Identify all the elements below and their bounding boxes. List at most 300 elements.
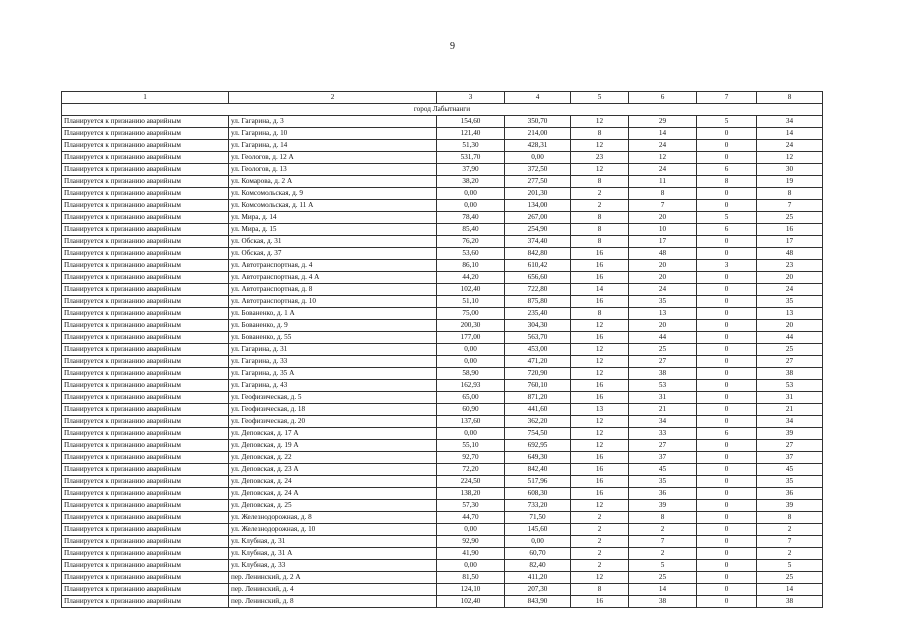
value-cell: 2	[571, 512, 629, 524]
value-cell: 14	[757, 128, 823, 140]
value-cell: 563,70	[505, 332, 571, 344]
value-cell: 81,50	[437, 572, 505, 584]
table-row	[62, 320, 823, 332]
value-cell: 754,50	[505, 428, 571, 440]
address-cell: пер. Ленинский, д. 2 А	[229, 572, 437, 584]
table-row	[62, 164, 823, 176]
value-cell: 0	[697, 584, 757, 596]
value-cell: 12	[629, 152, 697, 164]
value-cell: 656,60	[505, 272, 571, 284]
value-cell: 13	[571, 404, 629, 416]
value-cell: 2	[571, 536, 629, 548]
status-cell: Планируется к признанию аварийным	[62, 188, 229, 200]
value-cell: 0	[697, 344, 757, 356]
value-cell: 8	[757, 512, 823, 524]
value-cell: 55,10	[437, 440, 505, 452]
table-row	[62, 224, 823, 236]
status-cell: Планируется к признанию аварийным	[62, 500, 229, 512]
value-cell: 0	[697, 128, 757, 140]
value-cell: 14	[629, 128, 697, 140]
status-cell: Планируется к признанию аварийным	[62, 200, 229, 212]
status-cell: Планируется к признанию аварийным	[62, 176, 229, 188]
value-cell: 12	[571, 116, 629, 128]
table-row	[62, 272, 823, 284]
value-cell: 207,30	[505, 584, 571, 596]
value-cell: 37	[757, 452, 823, 464]
address-cell: ул. Железнодорожная, д. 10	[229, 524, 437, 536]
value-cell: 48	[629, 248, 697, 260]
value-cell: 0,00	[437, 560, 505, 572]
value-cell: 692,95	[505, 440, 571, 452]
value-cell: 0	[697, 452, 757, 464]
status-cell: Планируется к признанию аварийным	[62, 260, 229, 272]
value-cell: 35	[757, 476, 823, 488]
value-cell: 38	[629, 368, 697, 380]
value-cell: 12	[571, 440, 629, 452]
address-cell: ул. Геофизическая, д. 18	[229, 404, 437, 416]
value-cell: 428,31	[505, 140, 571, 152]
value-cell: 649,30	[505, 452, 571, 464]
status-cell: Планируется к признанию аварийным	[62, 380, 229, 392]
value-cell: 44,20	[437, 272, 505, 284]
value-cell: 0	[697, 380, 757, 392]
status-cell: Планируется к признанию аварийным	[62, 152, 229, 164]
value-cell: 0,00	[437, 356, 505, 368]
value-cell: 20	[629, 260, 697, 272]
value-cell: 14	[629, 584, 697, 596]
value-cell: 0	[697, 548, 757, 560]
value-cell: 6	[697, 164, 757, 176]
value-cell: 27	[629, 440, 697, 452]
table-row	[62, 212, 823, 224]
status-cell: Планируется к признанию аварийным	[62, 236, 229, 248]
address-cell: ул. Гагарина, д. 10	[229, 128, 437, 140]
value-cell: 2	[757, 524, 823, 536]
status-cell: Планируется к признанию аварийным	[62, 308, 229, 320]
value-cell: 0	[697, 524, 757, 536]
address-cell: ул. Геофизическая, д. 20	[229, 416, 437, 428]
value-cell: 0	[697, 188, 757, 200]
value-cell: 78,40	[437, 212, 505, 224]
value-cell: 39	[757, 500, 823, 512]
address-cell: ул. Клубная, д. 31	[229, 536, 437, 548]
table-row	[62, 188, 823, 200]
value-cell: 12	[571, 500, 629, 512]
value-cell: 200,30	[437, 320, 505, 332]
value-cell: 411,20	[505, 572, 571, 584]
value-cell: 35	[629, 296, 697, 308]
value-cell: 0	[697, 284, 757, 296]
value-cell: 7	[757, 536, 823, 548]
value-cell: 134,00	[505, 200, 571, 212]
value-cell: 350,70	[505, 116, 571, 128]
value-cell: 0	[697, 236, 757, 248]
value-cell: 267,00	[505, 212, 571, 224]
status-cell: Планируется к признанию аварийным	[62, 128, 229, 140]
value-cell: 7	[629, 200, 697, 212]
value-cell: 24	[629, 164, 697, 176]
value-cell: 214,00	[505, 128, 571, 140]
status-cell: Планируется к признанию аварийным	[62, 536, 229, 548]
address-cell: ул. Деповская, д. 22	[229, 452, 437, 464]
address-cell: ул. Обская, д. 37	[229, 248, 437, 260]
value-cell: 30	[757, 164, 823, 176]
value-cell: 453,00	[505, 344, 571, 356]
address-cell: ул. Гагарина, д. 3	[229, 116, 437, 128]
value-cell: 20	[757, 320, 823, 332]
value-cell: 0	[697, 248, 757, 260]
value-cell: 6	[697, 428, 757, 440]
value-cell: 871,20	[505, 392, 571, 404]
value-cell: 2	[571, 548, 629, 560]
value-cell: 0	[697, 332, 757, 344]
table-row	[62, 392, 823, 404]
value-cell: 85,40	[437, 224, 505, 236]
table-row	[62, 356, 823, 368]
value-cell: 72,20	[437, 464, 505, 476]
address-cell: ул. Обская, д. 31	[229, 236, 437, 248]
value-cell: 37,90	[437, 164, 505, 176]
status-cell: Планируется к признанию аварийным	[62, 548, 229, 560]
status-cell: Планируется к признанию аварийным	[62, 212, 229, 224]
value-cell: 92,70	[437, 452, 505, 464]
value-cell: 372,50	[505, 164, 571, 176]
value-cell: 27	[757, 440, 823, 452]
table-row	[62, 452, 823, 464]
value-cell: 0,00	[505, 536, 571, 548]
table-row	[62, 596, 823, 608]
table-row	[62, 176, 823, 188]
value-cell: 27	[629, 356, 697, 368]
value-cell: 16	[571, 296, 629, 308]
value-cell: 23	[757, 260, 823, 272]
value-cell: 25	[757, 344, 823, 356]
value-cell: 0	[697, 440, 757, 452]
value-cell: 38	[757, 596, 823, 608]
value-cell: 201,30	[505, 188, 571, 200]
address-cell: ул. Мира, д. 14	[229, 212, 437, 224]
value-cell: 34	[757, 116, 823, 128]
value-cell: 5	[697, 116, 757, 128]
column-header: 7	[697, 92, 757, 104]
value-cell: 24	[757, 284, 823, 296]
value-cell: 8	[571, 176, 629, 188]
address-cell: ул. Геофизическая, д. 5	[229, 392, 437, 404]
value-cell: 12	[757, 152, 823, 164]
status-cell: Планируется к признанию аварийным	[62, 224, 229, 236]
column-header: 1	[62, 92, 229, 104]
value-cell: 92,90	[437, 536, 505, 548]
address-cell: ул. Гагарина, д. 14	[229, 140, 437, 152]
value-cell: 60,90	[437, 404, 505, 416]
value-cell: 362,20	[505, 416, 571, 428]
value-cell: 0	[697, 320, 757, 332]
value-cell: 86,10	[437, 260, 505, 272]
status-cell: Планируется к признанию аварийным	[62, 596, 229, 608]
value-cell: 14	[571, 284, 629, 296]
value-cell: 842,40	[505, 464, 571, 476]
table-row	[62, 248, 823, 260]
address-cell: ул. Комсомольская, д. 11 А	[229, 200, 437, 212]
address-cell: ул. Деповская, д. 25	[229, 500, 437, 512]
address-cell: пер. Ленинский, д. 8	[229, 596, 437, 608]
value-cell: 17	[629, 236, 697, 248]
value-cell: 374,40	[505, 236, 571, 248]
status-cell: Планируется к признанию аварийным	[62, 584, 229, 596]
value-cell: 0	[697, 512, 757, 524]
value-cell: 304,30	[505, 320, 571, 332]
status-cell: Планируется к признанию аварийным	[62, 332, 229, 344]
table-row	[62, 284, 823, 296]
table-row	[62, 236, 823, 248]
address-cell: ул. Деповская, д. 17 А	[229, 428, 437, 440]
value-cell: 24	[629, 140, 697, 152]
status-cell: Планируется к признанию аварийным	[62, 416, 229, 428]
value-cell: 7	[757, 200, 823, 212]
value-cell: 53,60	[437, 248, 505, 260]
value-cell: 25	[629, 344, 697, 356]
value-cell: 5	[757, 560, 823, 572]
value-cell: 37	[629, 452, 697, 464]
value-cell: 531,70	[437, 152, 505, 164]
value-cell: 8	[571, 584, 629, 596]
city-name: город Лабытнанги	[62, 104, 823, 116]
value-cell: 2	[571, 200, 629, 212]
value-cell: 0	[697, 560, 757, 572]
value-cell: 842,80	[505, 248, 571, 260]
value-cell: 25	[757, 212, 823, 224]
page-number: 9	[450, 41, 455, 52]
value-cell: 0	[697, 500, 757, 512]
address-cell: ул. Геологов, д. 13	[229, 164, 437, 176]
value-cell: 8	[757, 188, 823, 200]
value-cell: 24	[757, 140, 823, 152]
address-cell: ул. Гагарина, д. 33	[229, 356, 437, 368]
value-cell: 38,20	[437, 176, 505, 188]
value-cell: 0,00	[437, 524, 505, 536]
table-row	[62, 368, 823, 380]
status-cell: Планируется к признанию аварийным	[62, 164, 229, 176]
value-cell: 0,00	[437, 200, 505, 212]
value-cell: 60,70	[505, 548, 571, 560]
value-cell: 608,30	[505, 488, 571, 500]
value-cell: 16	[571, 452, 629, 464]
value-cell: 19	[757, 176, 823, 188]
value-cell: 12	[571, 344, 629, 356]
column-header: 2	[229, 92, 437, 104]
value-cell: 733,20	[505, 500, 571, 512]
value-cell: 48	[757, 248, 823, 260]
value-cell: 121,40	[437, 128, 505, 140]
table-body	[62, 92, 823, 608]
table-row	[62, 476, 823, 488]
value-cell: 517,96	[505, 476, 571, 488]
address-cell: ул. Комарова, д. 2 А	[229, 176, 437, 188]
value-cell: 2	[571, 188, 629, 200]
status-cell: Планируется к признанию аварийным	[62, 476, 229, 488]
value-cell: 0	[697, 536, 757, 548]
city-row	[62, 104, 823, 116]
value-cell: 35	[629, 476, 697, 488]
value-cell: 0	[697, 272, 757, 284]
address-cell: ул. Деповская, д. 24	[229, 476, 437, 488]
value-cell: 8	[629, 512, 697, 524]
value-cell: 38	[629, 596, 697, 608]
value-cell: 3	[697, 260, 757, 272]
value-cell: 53	[629, 380, 697, 392]
value-cell: 16	[571, 488, 629, 500]
value-cell: 14	[757, 584, 823, 596]
address-cell: ул. Мира, д. 15	[229, 224, 437, 236]
column-header: 6	[629, 92, 697, 104]
table-row	[62, 260, 823, 272]
value-cell: 0	[697, 404, 757, 416]
value-cell: 235,40	[505, 308, 571, 320]
value-cell: 610,42	[505, 260, 571, 272]
value-cell: 35	[757, 296, 823, 308]
value-cell: 11	[629, 176, 697, 188]
table-row	[62, 536, 823, 548]
table-row	[62, 416, 823, 428]
value-cell: 24	[629, 284, 697, 296]
value-cell: 8	[571, 224, 629, 236]
value-cell: 39	[757, 428, 823, 440]
table-row	[62, 140, 823, 152]
value-cell: 31	[629, 392, 697, 404]
status-cell: Планируется к признанию аварийным	[62, 272, 229, 284]
value-cell: 0,00	[437, 428, 505, 440]
value-cell: 16	[571, 260, 629, 272]
status-cell: Планируется к признанию аварийным	[62, 296, 229, 308]
value-cell: 16	[571, 332, 629, 344]
address-cell: ул. Бованенко, д. 1 А	[229, 308, 437, 320]
value-cell: 12	[571, 368, 629, 380]
value-cell: 0	[697, 152, 757, 164]
value-cell: 760,10	[505, 380, 571, 392]
address-cell: ул. Автотранспортная, д. 10	[229, 296, 437, 308]
value-cell: 75,00	[437, 308, 505, 320]
address-cell: ул. Железнодорожная, д. 8	[229, 512, 437, 524]
value-cell: 8	[571, 236, 629, 248]
value-cell: 8	[571, 212, 629, 224]
value-cell: 29	[629, 116, 697, 128]
value-cell: 8	[571, 128, 629, 140]
value-cell: 8	[697, 176, 757, 188]
status-cell: Планируется к признанию аварийным	[62, 452, 229, 464]
address-cell: пер. Ленинский, д. 4	[229, 584, 437, 596]
status-cell: Планируется к признанию аварийным	[62, 524, 229, 536]
table-row	[62, 500, 823, 512]
value-cell: 71,50	[505, 512, 571, 524]
value-cell: 16	[571, 464, 629, 476]
table-row	[62, 404, 823, 416]
value-cell: 20	[629, 272, 697, 284]
value-cell: 0	[697, 140, 757, 152]
status-cell: Планируется к признанию аварийным	[62, 440, 229, 452]
value-cell: 17	[757, 236, 823, 248]
value-cell: 441,60	[505, 404, 571, 416]
value-cell: 720,90	[505, 368, 571, 380]
address-cell: ул. Гагарина, д. 43	[229, 380, 437, 392]
housing-register-table	[61, 91, 823, 608]
value-cell: 20	[629, 212, 697, 224]
value-cell: 16	[571, 596, 629, 608]
value-cell: 20	[757, 272, 823, 284]
address-cell: ул. Автотранспортная, д. 4 А	[229, 272, 437, 284]
value-cell: 12	[571, 416, 629, 428]
status-cell: Планируется к признанию аварийным	[62, 140, 229, 152]
value-cell: 5	[629, 560, 697, 572]
value-cell: 8	[571, 308, 629, 320]
value-cell: 0	[697, 200, 757, 212]
value-cell: 5	[697, 212, 757, 224]
column-header: 5	[571, 92, 629, 104]
address-cell: ул. Комсомольская, д. 9	[229, 188, 437, 200]
value-cell: 10	[629, 224, 697, 236]
column-number-row	[62, 92, 823, 104]
value-cell: 471,20	[505, 356, 571, 368]
value-cell: 31	[757, 392, 823, 404]
value-cell: 12	[571, 356, 629, 368]
status-cell: Планируется к признанию аварийным	[62, 284, 229, 296]
value-cell: 0	[697, 296, 757, 308]
value-cell: 13	[757, 308, 823, 320]
value-cell: 138,20	[437, 488, 505, 500]
value-cell: 0	[697, 476, 757, 488]
status-cell: Планируется к признанию аварийным	[62, 404, 229, 416]
value-cell: 16	[757, 224, 823, 236]
value-cell: 16	[571, 248, 629, 260]
status-cell: Планируется к признанию аварийным	[62, 512, 229, 524]
value-cell: 8	[629, 188, 697, 200]
value-cell: 13	[629, 308, 697, 320]
status-cell: Планируется к признанию аварийным	[62, 392, 229, 404]
table-row	[62, 200, 823, 212]
value-cell: 6	[697, 224, 757, 236]
value-cell: 277,50	[505, 176, 571, 188]
value-cell: 25	[757, 572, 823, 584]
address-cell: ул. Деповская, д. 19 А	[229, 440, 437, 452]
column-header: 8	[757, 92, 823, 104]
value-cell: 82,40	[505, 560, 571, 572]
value-cell: 27	[757, 356, 823, 368]
address-cell: ул. Автотранспортная, д. 4	[229, 260, 437, 272]
status-cell: Планируется к признанию аварийным	[62, 560, 229, 572]
value-cell: 38	[757, 368, 823, 380]
status-cell: Планируется к признанию аварийным	[62, 356, 229, 368]
value-cell: 162,93	[437, 380, 505, 392]
value-cell: 0	[697, 392, 757, 404]
value-cell: 44,70	[437, 512, 505, 524]
value-cell: 137,60	[437, 416, 505, 428]
value-cell: 34	[629, 416, 697, 428]
value-cell: 44	[629, 332, 697, 344]
value-cell: 25	[629, 572, 697, 584]
value-cell: 16	[571, 380, 629, 392]
value-cell: 39	[629, 500, 697, 512]
status-cell: Планируется к признанию аварийным	[62, 248, 229, 260]
value-cell: 145,60	[505, 524, 571, 536]
value-cell: 843,90	[505, 596, 571, 608]
value-cell: 21	[629, 404, 697, 416]
value-cell: 254,90	[505, 224, 571, 236]
address-cell: ул. Деповская, д. 24 А	[229, 488, 437, 500]
value-cell: 875,80	[505, 296, 571, 308]
value-cell: 0	[697, 356, 757, 368]
value-cell: 0	[697, 308, 757, 320]
value-cell: 124,10	[437, 584, 505, 596]
table-row	[62, 512, 823, 524]
